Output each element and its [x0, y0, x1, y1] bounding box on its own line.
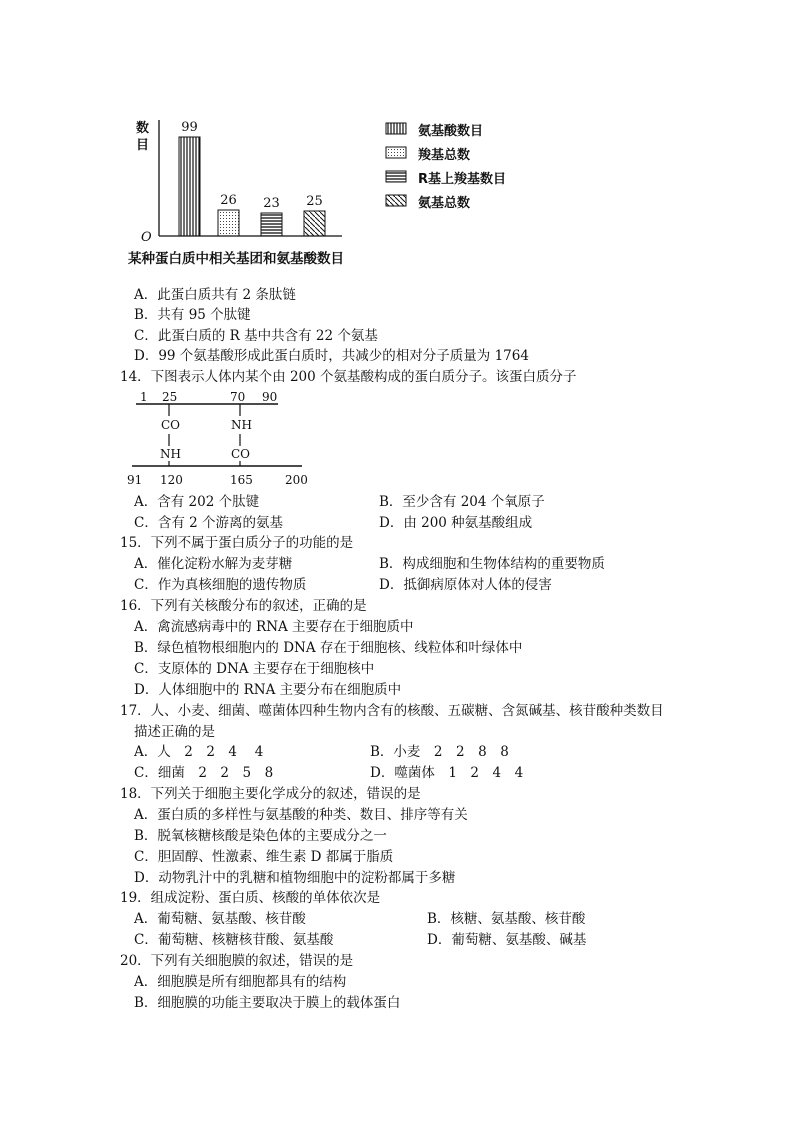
q15-option-d: D．抵御病原体对人体的侵害 [379, 577, 552, 593]
num-90: 90 [262, 390, 278, 404]
bar-value-label: 23 [263, 196, 280, 211]
label-co-right: CO [231, 447, 251, 461]
q15-option-a: A．催化淀粉水解为麦芽糖 [134, 556, 293, 572]
q18-option-b: B．脱氧核糖核酸是染色体的主要成分之一 [134, 828, 387, 844]
q14-option-a: A．含有 202 个肽键 [134, 494, 260, 510]
bar-value-label: 26 [220, 193, 237, 208]
q14-option-b: B．至少含有 204 个氧原子 [379, 494, 545, 510]
q16-option-b: B．绿色植物根细胞内的 DNA 存在于细胞核、线粒体和叶绿体中 [134, 640, 523, 656]
legend [386, 123, 406, 206]
legend-label: 羧基总数 [418, 148, 471, 163]
q14-stem: 14．下图表示人体内某个由 200 个氨基酸构成的蛋白质分子。该蛋白质分子 [120, 369, 577, 385]
label-co-left: CO [161, 418, 181, 432]
q16-stem: 16．下列有关核酸分布的叙述，正确的是 [120, 598, 367, 614]
bar-value-label: 99 [181, 120, 198, 135]
q16-option-a: A．禽流感病毒中的 RNA 主要存在于细胞质中 [134, 619, 414, 635]
chart-caption: 某种蛋白质中相关基团和氨基酸数目 [128, 251, 344, 267]
num-120: 120 [160, 473, 183, 487]
bars [159, 137, 342, 236]
bar-1 [179, 137, 200, 236]
q17-stem: 17．人、小麦、细菌、噬菌体四种生物内含有的核酸、五碳糖、含氮碱基、核苷酸种类数目 [120, 703, 664, 719]
label-nh-left: NH [160, 447, 181, 461]
q17-stem-cont: 描述正确的是 [134, 724, 215, 740]
q16-option-c: C．支原体的 DNA 主要存在于细胞核中 [134, 661, 375, 677]
q13-option-a: A．此蛋白质共有 2 条肽链 [134, 287, 296, 303]
q17-option-b: B．小麦 2 2 8 8 [370, 744, 509, 760]
legend-swatch [386, 147, 406, 158]
bar-3 [261, 213, 282, 236]
q13-option-c: C．此蛋白质的 R 基中共含有 22 个氨基 [134, 328, 378, 344]
label-nh-right: NH [231, 418, 252, 432]
legend-label: R基上羧基数目 [418, 172, 507, 187]
bar-2 [218, 210, 239, 236]
q16-option-d: D．人体细胞中的 RNA 主要分布在细胞质中 [134, 682, 402, 698]
q17-option-d: D．噬菌体 1 2 4 4 [370, 765, 524, 781]
num-70: 70 [230, 390, 246, 404]
q20-option-b: B．细胞膜的功能主要取决于膜上的载体蛋白 [134, 995, 401, 1011]
q14-option-d: D．由 200 种氨基酸组成 [379, 515, 533, 531]
q17-option-a: A．人 2 2 4 4 [134, 744, 264, 760]
num-1: 1 [140, 390, 148, 404]
legend-label: 氨基总数 [418, 196, 471, 211]
q18-option-a: A．蛋白质的多样性与氨基酸的种类、数目、排序等有关 [134, 807, 468, 823]
bar-value-label: 25 [306, 194, 323, 209]
y-axis-label: 数目 [136, 121, 150, 153]
q19-stem: 19．组成淀粉、蛋白质、核酸的单体依次是 [120, 890, 381, 906]
q19-option-a: A．葡萄糖、氨基酸、核苷酸 [134, 911, 306, 927]
legend-label: 氨基酸数目 [418, 124, 484, 139]
q15-stem: 15．下列不属于蛋白质分子的功能的是 [120, 535, 354, 551]
q18-stem: 18．下列关于细胞主要化学成分的叙述，错误的是 [120, 786, 421, 802]
num-200: 200 [285, 473, 308, 487]
bar-4 [304, 211, 325, 236]
legend-swatch [386, 195, 406, 206]
q20-stem: 20．下列有关细胞膜的叙述，错误的是 [120, 953, 354, 969]
origin-label: O [141, 230, 152, 245]
q15-option-c: C．作为真核细胞的遗传物质 [134, 577, 307, 593]
q15-option-b: B．构成细胞和生物体结构的重要物质 [379, 556, 605, 572]
q20-option-a: A．细胞膜是所有细胞都具有的结构 [134, 974, 347, 990]
legend-swatch [386, 123, 406, 134]
q18-option-d: D．动物乳汁中的乳糖和植物细胞中的淀粉都属于多糖 [134, 870, 456, 886]
num-165: 165 [230, 473, 253, 487]
q13-option-b: B．共有 95 个肽键 [134, 307, 251, 323]
q19-option-d: D．葡萄糖、氨基酸、碱基 [427, 932, 587, 948]
q17-option-c: C．细菌 2 2 5 8 [134, 765, 274, 781]
num-25: 25 [162, 390, 178, 404]
q13-option-d: D．99 个氨基酸形成此蛋白质时，共减少的相对分子质量为 1764 [134, 348, 529, 364]
q19-option-b: B．核糖、氨基酸、核苷酸 [427, 911, 586, 927]
legend-swatch [386, 171, 406, 182]
q19-option-c: C．葡萄糖、核糖核苷酸、氨基酸 [134, 932, 334, 948]
q14-option-c: C．含有 2 个游离的氨基 [134, 515, 284, 531]
q18-option-c: C．胆固醇、性激素、维生素 D 都属于脂质 [134, 849, 394, 865]
num-91: 91 [127, 473, 143, 487]
